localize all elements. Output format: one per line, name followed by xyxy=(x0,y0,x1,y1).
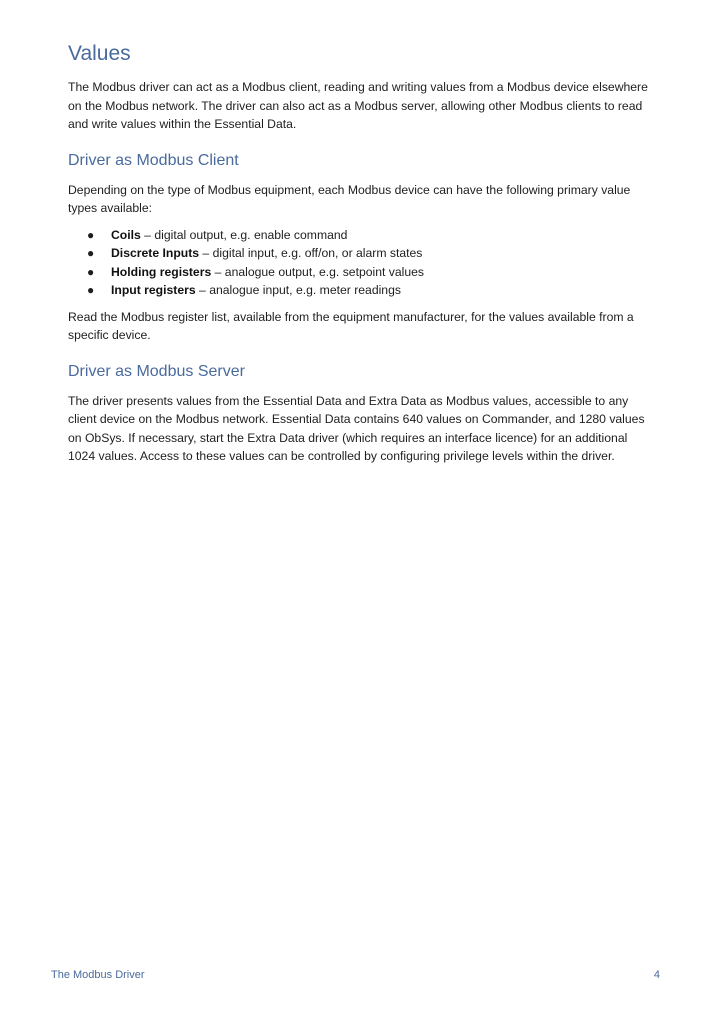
bullet-icon: ● xyxy=(87,246,95,260)
section-intro-paragraph: The Modbus driver can act as a Modbus client, reading and writing values from a Modbus device elsewhere on the Modbus network. The driver can also act as a Modbus server, allowing other Modbus clients to read and write values within the Essential Data. xyxy=(68,80,648,131)
client-intro-paragraph: Depending on the type of Modbus equipment, each Modbus device can have the following primary value types available: xyxy=(68,182,631,215)
section-title: Values xyxy=(68,42,131,65)
page-content xyxy=(68,40,648,474)
bullet-icon: ● xyxy=(87,264,95,279)
list-item-term: Input registers xyxy=(111,283,196,297)
list-item-description: – analogue input, e.g. meter readings xyxy=(195,283,401,297)
client-outro-paragraph: Read the Modbus register list, available from the equipment manufacturer, for the values available from a specific device. xyxy=(68,309,634,342)
list-item-description: – digital input, e.g. off/on, or alarm states xyxy=(199,246,423,260)
value-types-list xyxy=(68,226,648,300)
client-subsection-title: Driver as Modbus Client xyxy=(68,151,239,169)
footer-document-title: The Modbus Driver xyxy=(51,969,145,981)
server-subsection-title: Driver as Modbus Server xyxy=(68,362,245,380)
list-item-holding-registers xyxy=(68,263,648,282)
list-item-input-registers xyxy=(68,281,648,300)
list-item-description: – digital output, e.g. enable command xyxy=(140,227,348,242)
list-item-term: Discrete Inputs xyxy=(111,246,200,260)
footer-page-number: 4 xyxy=(653,969,660,981)
list-item-term: Coils xyxy=(111,227,141,242)
server-body-paragraph: The driver presents values from the Essential Data and Extra Data as Modbus values, accessible to any client device on the Modbus network. Essential Data contains 640 values on Commander, and 1280 values on ObSys. If necessary, start the Extra Data driver (which requires an interface licence) for an additional 1024 values. Access to these values can be controlled by configuring privilege levels within the driver. xyxy=(68,393,645,463)
bullet-icon: ● xyxy=(87,227,95,242)
bullet-icon: ● xyxy=(87,283,95,297)
list-item-description: – analogue output, e.g. setpoint values xyxy=(211,264,424,279)
list-item-term: Holding registers xyxy=(111,264,212,279)
list-item-discrete-inputs xyxy=(68,244,648,263)
list-item-coils xyxy=(68,226,648,245)
